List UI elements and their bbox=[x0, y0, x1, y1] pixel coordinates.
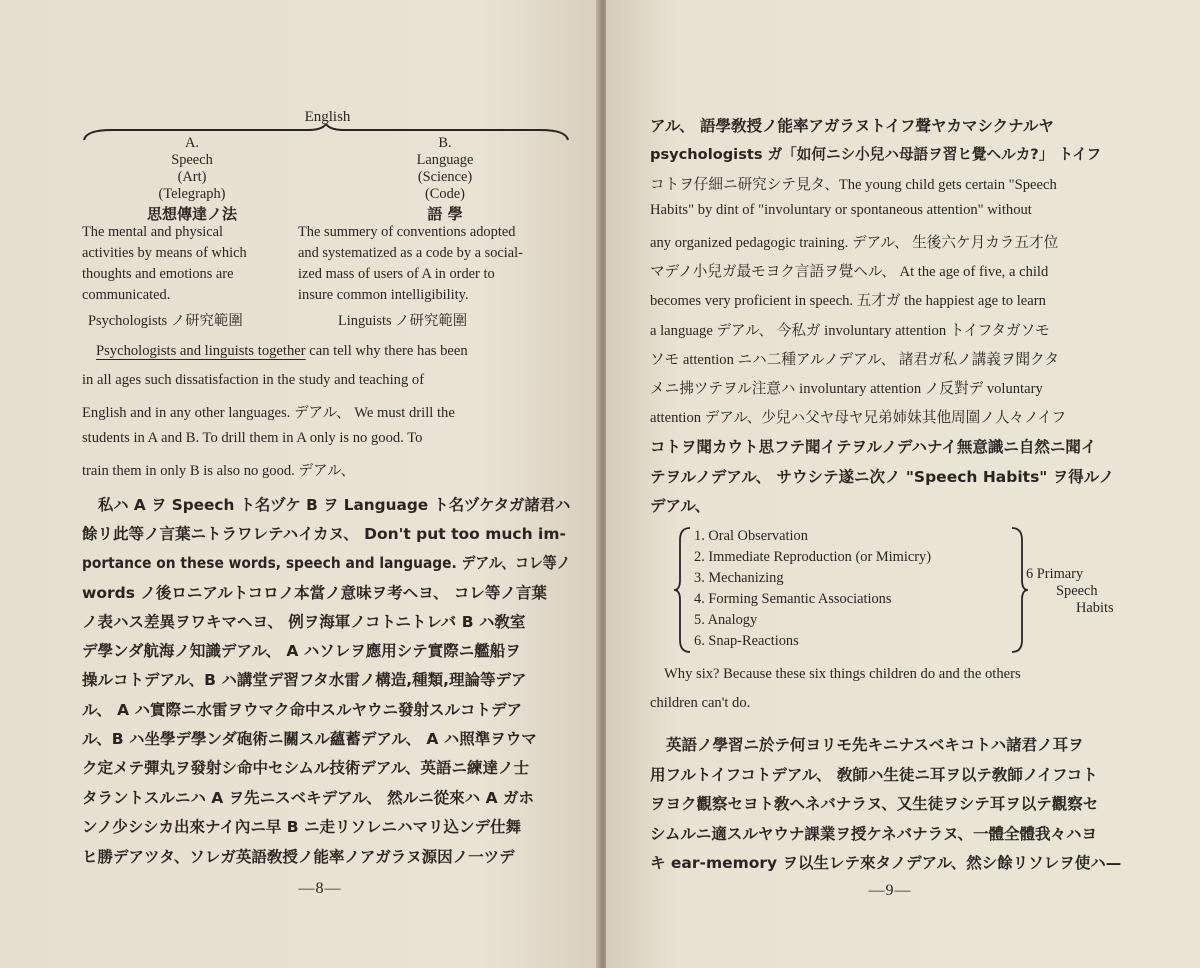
col-a-example: (Telegraph) bbox=[158, 186, 226, 202]
why-line: Why six? Because these six things children do and the others bbox=[664, 666, 1021, 682]
col-b-name: Language bbox=[416, 152, 474, 168]
col-a-name: Speech bbox=[171, 152, 213, 168]
left-para2-line: タラントスルニハ A ヲ先ニスベキデアル、 然ルニ從來ハ A ガホ bbox=[82, 789, 534, 807]
why-line: children can't do. bbox=[650, 695, 751, 711]
right-para1-line: becomes very proficient in speech. 五才ガ the happiest age to learn bbox=[650, 293, 1046, 309]
habit-item: 2. Immediate Reproduction (or Mimicry) bbox=[694, 549, 931, 565]
habit-item: 1. Oral Observation bbox=[694, 528, 808, 544]
right-para1-line: アル、 語學敎授ノ能率アガラヌトイフ聲ヤカマシクナルヤ bbox=[650, 117, 1054, 135]
habits-label-line: 6 Primary bbox=[1026, 566, 1084, 582]
left-para2-line: ル、 A ハ實際ニ水雷ヲウマク命中スルヤウニ發射スルコトデア bbox=[82, 701, 523, 719]
left-para2-line: portance on these words, speech and language. デアル、コレ等ノ bbox=[82, 554, 571, 572]
right-page bbox=[606, 0, 1200, 968]
page-number: —9— bbox=[868, 882, 912, 899]
col-a-desc-line: communicated. bbox=[82, 287, 171, 303]
left-para2-line: ル、B ハ坐學デ學ンダ砲術ニ關スル蘊蓄デアル、 A ハ照準ヲウマ bbox=[82, 730, 537, 748]
col-b-jp-title: 語 學 bbox=[427, 205, 463, 223]
para1-first-rest: can tell why there has been bbox=[305, 343, 468, 359]
right-para1-line: ソモ attention ニハ二種アルノデアル、 諸君ガ私ノ講義ヲ聞クタ bbox=[650, 352, 1060, 368]
col-a-desc-line: activities by means of which bbox=[82, 245, 247, 261]
right-list-brace bbox=[1008, 526, 1030, 654]
col-a-desc-line: The mental and physical bbox=[82, 224, 224, 240]
col-b-desc-line: and systematized as a code by a social- bbox=[298, 245, 523, 261]
right-para1-line: コトヲ聞カウト思フテ聞イテヲルノデハナイ無意識ニ自然ニ聞イ bbox=[650, 438, 1097, 456]
page-number: —8— bbox=[298, 880, 342, 897]
left-para1-line: train them in only B is also no good. デアル、 bbox=[82, 463, 356, 479]
col-b-desc-line: The summery of conventions adopted bbox=[298, 224, 516, 240]
right-para1-line: any organized pedagogic training. デアル、 生後六ケ月カラ五才位 bbox=[650, 235, 1059, 251]
habit-item: 3. Mechanizing bbox=[694, 570, 784, 586]
left-list-brace bbox=[672, 526, 694, 654]
col-b-field: Linguists ノ研究範圍 bbox=[338, 313, 468, 329]
left-para2-line: ヒ勝デアツタ、ソレガ英語敎授ノ能率ノアガラヌ源因ノ一ツデ bbox=[82, 848, 515, 866]
right-para1-line: a language デアル、 今私ガ involuntary attention トイフタガソモ bbox=[650, 323, 1050, 339]
col-b-example: (Code) bbox=[425, 186, 465, 202]
left-para1-line: in all ages such dissatisfaction in the study and teaching of bbox=[82, 372, 425, 388]
right-para2-line: ヲヨク觀察セヨト敎ヘネバナラヌ、又生徒ヲシテ耳ヲ以テ觀察セ bbox=[650, 795, 1099, 813]
col-b-letter: B. bbox=[438, 135, 452, 151]
col-a-type: (Art) bbox=[177, 169, 207, 185]
col-b-desc-line: ized mass of users of A in order to bbox=[298, 266, 495, 282]
habits-label-line: Habits bbox=[1076, 600, 1114, 616]
left-para2-line: 餘リ此等ノ言葉ニトラワレテハイカヌ、 Don't put too much im- bbox=[82, 525, 566, 543]
right-para1-line: マデノ小兒ガ最モヨク言語ヲ覺ヘル、 At the age of five, a child bbox=[650, 264, 1049, 280]
left-para2-line: ンノ少シシカ出來ナイ內ニ早 B ニ走リソレニハマリ込ンデ仕舞 bbox=[82, 818, 522, 836]
habit-item: 4. Forming Semantic Associations bbox=[694, 591, 892, 607]
right-para1-line: テヲルノデアル、 サウシテ遂ニ次ノ "Speech Habits" ヲ得ルノ bbox=[650, 468, 1115, 486]
left-para2-line: ノ表ハス差異ヲワキマヘヨ、 例ヲ海軍ノコトニトレバ B ハ敎室 bbox=[82, 613, 526, 631]
col-b-type: (Science) bbox=[417, 169, 473, 185]
habit-item: 5. Analogy bbox=[694, 612, 758, 628]
right-para1-line: Habits" by dint of "involuntary or spontaneous attention" without bbox=[650, 202, 1032, 218]
col-a-jp-title: 思想傳達ノ法 bbox=[146, 205, 237, 223]
left-para1-line: English and in any other languages. デアル、 We must drill the bbox=[82, 405, 455, 421]
left-para2-line: デ學ンダ航海ノ知識デアル、 A ハソレヲ應用シテ實際ニ艦船ヲ bbox=[82, 642, 521, 660]
right-para2-line: キ ear-memory ヲ以生レテ來タノデアル、然シ餘リソレヲ使ハ— bbox=[650, 854, 1122, 872]
english-heading: English bbox=[304, 109, 351, 125]
col-a-field: Psychologists ノ研究範圍 bbox=[88, 313, 243, 329]
left-para2-line: 操ルコトデアル、B ハ講堂デ習フタ水雷ノ構造,種類,理論等デア bbox=[82, 671, 527, 689]
right-para2-line: 英語ノ學習ニ於テ何ヨリモ先キニナスベキコトハ諸君ノ耳ヲ bbox=[666, 736, 1084, 754]
right-para2-line: シムルニ適スルヤウナ課業ヲ授ケネバナラヌ、一體全體我々ハヨ bbox=[650, 825, 1098, 843]
col-a-letter: A. bbox=[185, 135, 199, 151]
left-para1-line bbox=[96, 343, 468, 360]
habits-label-line: Speech bbox=[1056, 583, 1098, 599]
right-para1-line: attention デアル、少兒ハ父ヤ母ヤ兄弟姉妹其他周圍ノ人々ノイフ bbox=[650, 410, 1067, 426]
left-para2-line: 私ハ A ヲ Speech ト名ヅケ B ヲ Language ト名ヅケタガ諸君ハ bbox=[98, 496, 571, 514]
col-a-desc-line: thoughts and emotions are bbox=[82, 266, 234, 282]
underlined-phrase: Psychologists and linguists together bbox=[96, 343, 306, 359]
right-para1-line: コトヲ仔細ニ研究シテ見タ、The young child gets certain "Speech bbox=[650, 177, 1057, 193]
left-para2-line: ク定メテ彈丸ヲ發射シ命中セシムル技術デアル、英語ニ練達ノ士 bbox=[82, 759, 530, 777]
col-b-desc-line: insure common intelligibility. bbox=[298, 287, 469, 303]
right-para1-line: デアル、 bbox=[650, 497, 711, 515]
right-para1-line: psychologists ガ「如何ニシ小兒ハ母語ヲ習ヒ覺ヘルカ?」 トイフ bbox=[650, 146, 1102, 163]
habit-item: 6. Snap-Reactions bbox=[694, 633, 799, 649]
left-para1-line: students in A and B. To drill them in A only is no good. To bbox=[82, 430, 423, 446]
right-para1-line: メニ拂ツテヲル注意ハ involuntary attention ノ反對デ voluntary bbox=[650, 381, 1043, 397]
right-para2-line: 用フルトイフコトデアル、 敎師ハ生徒ニ耳ヲ以テ敎師ノイフコト bbox=[650, 766, 1098, 784]
left-para2-line: words ノ後ロニアルトコロノ本當ノ意味ヲ考ヘヨ、 コレ等ノ言葉 bbox=[82, 584, 547, 602]
